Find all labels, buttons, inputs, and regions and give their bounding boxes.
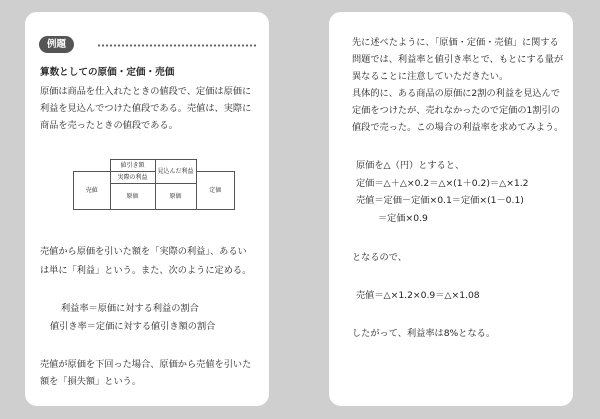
cost-cell-left: 原価 bbox=[110, 184, 155, 210]
left-page-card bbox=[25, 12, 269, 406]
intro-line-2: 利益を見込んでつけた値段である。売値は、実際に bbox=[40, 103, 252, 114]
list-price-cell: 定価 bbox=[196, 172, 235, 210]
discount-rate-definition: 値引き率＝定価に対する値引き額の割合 bbox=[50, 321, 216, 332]
r-para1-line-1: 先に述べたように、「原価・定価・売値」に関する bbox=[352, 37, 559, 48]
section-heading: 算数としての原価・定価・売価 bbox=[40, 67, 175, 78]
cost-cell-right: 原価 bbox=[155, 184, 196, 210]
intro-line-3: 商品を売ったときの値段である。 bbox=[40, 120, 178, 131]
example-badge: 例題 bbox=[39, 36, 74, 53]
para2-line-1: 売値から原価を引いた額を「実際の利益」、あるい bbox=[40, 246, 247, 257]
right-page-card bbox=[329, 12, 573, 406]
price-diagram-table bbox=[73, 159, 235, 210]
therefore-line: となるので、 bbox=[352, 252, 407, 263]
intro-line-1: 原価は商品を仕入れたときの値段で、定価は原価に bbox=[40, 86, 252, 97]
para3-line-1: 売値が原価を下回った場合、原価から売値を引いた bbox=[40, 359, 252, 370]
r-para1-line-2: 問題では、利益率と値引き率とで、もとにする量が bbox=[352, 54, 564, 65]
selling-price-cell: 売値 bbox=[74, 172, 111, 210]
r-para1-line-3: 異なることに注意していただきたい。 bbox=[352, 71, 509, 82]
set-cost-line: 原価を△（円）とすると、 bbox=[356, 160, 465, 171]
para2-line-2: は単に「利益」という。また、次のように定める。 bbox=[40, 265, 252, 276]
r-para1-line-5: 定価をつけたが、売れなかったので定価の1割引の bbox=[352, 105, 560, 116]
equation-selling-price: 売値＝定価－定価×0.1＝定価×(1－0.1) bbox=[356, 195, 524, 206]
equation-final: 売値＝△×1.2×0.9＝△×1.08 bbox=[356, 290, 480, 301]
equation-list-price: 定価＝△＋△×0.2＝△×(1＋0.2)＝△×1.2 bbox=[356, 178, 529, 189]
para3-line-2: 額を「損失額」という。 bbox=[40, 376, 142, 387]
r-para1-line-4: 具体的に、ある商品の原価に2割の利益を見込んで bbox=[352, 88, 560, 99]
r-para1-line-6: 値段で売った。この場合の利益率を求めてみよう。 bbox=[352, 122, 564, 133]
profit-rate-definition: 利益率＝原価に対する利益の割合 bbox=[61, 303, 199, 314]
discount-cell: 値引き額 bbox=[110, 160, 155, 172]
dotted-divider bbox=[97, 44, 257, 47]
conclusion-line: したがって、利益率は8%となる。 bbox=[352, 328, 496, 339]
actual-profit-cell: 実際の利益 bbox=[110, 172, 155, 184]
expected-profit-cell: 見込んだ利益 bbox=[155, 160, 196, 184]
equation-selling-price-cont: ＝定価×0.9 bbox=[378, 213, 428, 224]
